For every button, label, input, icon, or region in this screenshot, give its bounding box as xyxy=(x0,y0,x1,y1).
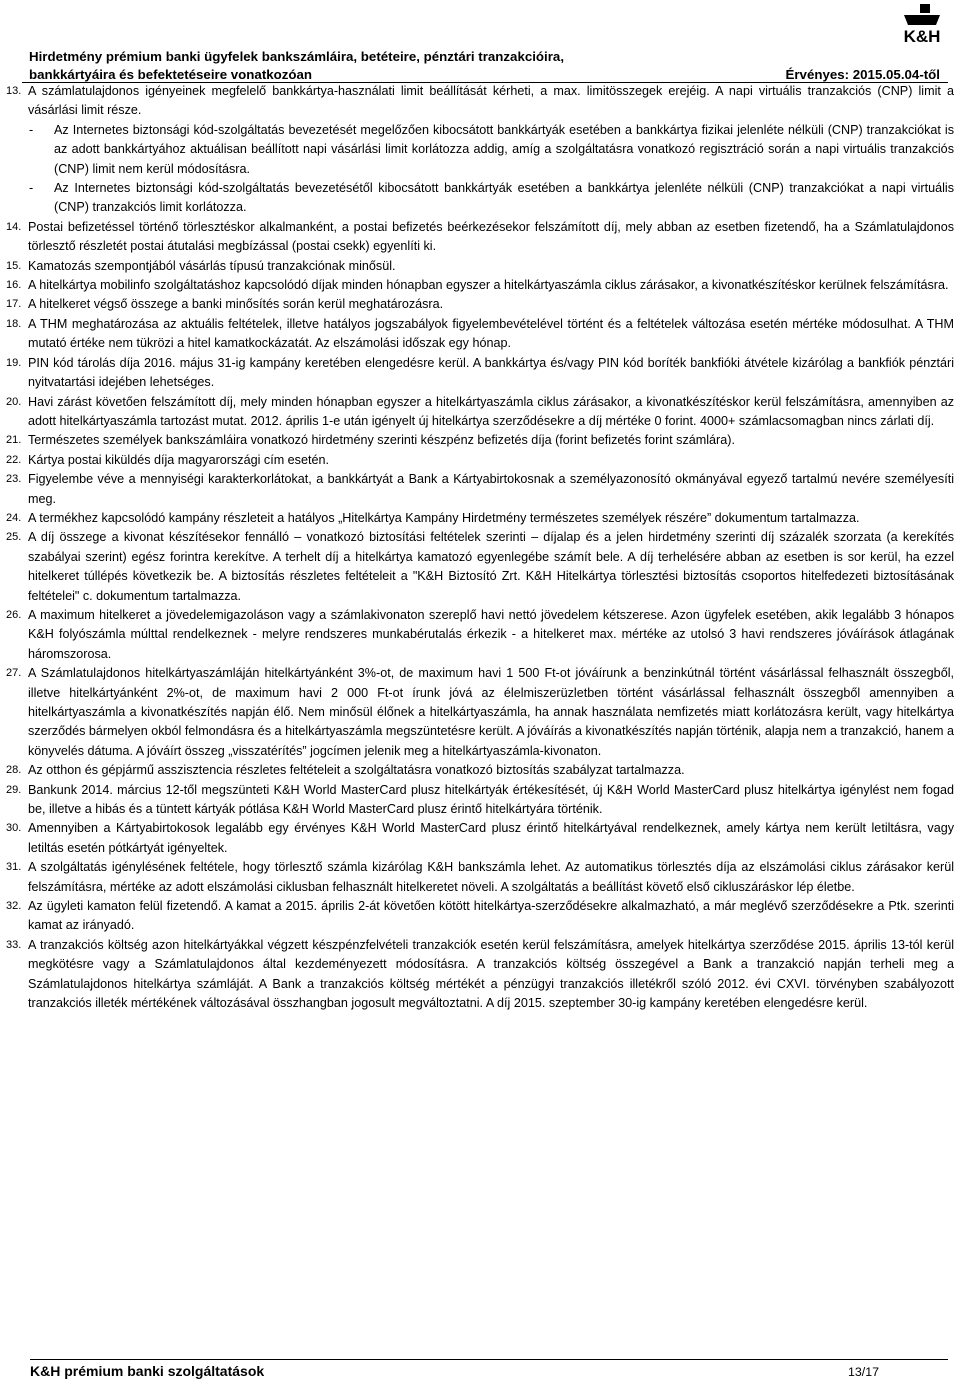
logo-text: K&H xyxy=(903,27,941,44)
footnote-text: A tranzakciós költség azon hitelkártyákkal végzett készpénzfelvételi tranzakciók esetén kerül felszámításra, amelyek hitelkártya szerződése 2015. április 13-tól kerül megkötésre vagy a Számlatulajdonos által kezdeményezett módosításra. A tranzakciós költség összegével a Bank a tranzakció napján terheli meg a Számlatulajdonos hitelkártya számláját. A Bank a tranzakciós költség mértékét a pénzügyi tranzakciós illetékről szóló 2012. évi CXVI. törvényben szabályozott tranzakciós illeték mértékének változásával összhangban jogosult megváltoztatni. A díj 2015. szeptember 30-ig kampány keretében elengedésre kerül. xyxy=(28,937,954,1011)
kh-logo-icon xyxy=(894,4,950,44)
validity-date: Érvényes: 2015.05.04-től xyxy=(785,67,940,82)
footnote-number: 16. xyxy=(6,279,22,292)
footnote-text: Az Internetes biztonsági kód-szolgáltatás bevezetésétől kibocsátott bankkártyák esetében a bankkártya jelenléte nélküli (CNP) tranzakciókat a napi virtuális (CNP) tranzakciós limit korlátozza. xyxy=(54,181,954,215)
document-title-line2: bankkártyáira és befektetéseire vonatkozóan xyxy=(29,67,313,82)
footnote-item xyxy=(6,897,954,936)
footnote-item xyxy=(6,257,954,276)
footnote-text: Az ügyleti kamaton felül fizetendő. A kamat a 2015. április 2-át követően kötött hitelkártya-szerződésekre alkalmazható, a már meglévő szerződésekre a Ptk. szerinti kamat az irányadó. xyxy=(28,899,954,933)
footnote-item xyxy=(6,470,954,509)
dash-bullet: - xyxy=(29,122,34,137)
footnote-text: Természetes személyek bankszámláira vonatkozó hirdetmény szerinti készpénz befizetés díja (forint befizetés forint számlára). xyxy=(28,433,735,448)
footnote-item xyxy=(6,606,954,664)
footnote-number: 13. xyxy=(6,85,22,97)
footnote-number: 17. xyxy=(6,298,22,311)
footnote-dash-item xyxy=(6,121,954,179)
footnote-text: Az otthon és gépjármű asszisztencia részletes feltételeit a szolgáltatásra vonatkozó biztosítás szabályzat tartalmazza. xyxy=(28,763,685,778)
footnote-number: 28. xyxy=(6,764,22,777)
footnote-text: A Számlatulajdonos hitelkártyaszámláján hitelkártyánként 3%-ot, de maximum havi 1 500 Ft-ot jóváírunk a benzinkútnál történt vásárlással felhasznált összegből, illetve hitelkártyánként 2%-ot, de maximum havi 2 000 Ft-ot írunk jóvá az élelmiszerüzletben történt vásárlással felhasznált összegből amennyiben a hitelkártyaszámla a kivonatkészítés napján élő. Nem minősül élőnek a hitelkártyaszámla, ha annak használata nemfizetés miatt korlátozásra került, vagy hitelkártya szerződés bármelyen okból felmondásra és a hitelkártyaszámla megszüntetésre került. A jóváírás a kivonatkészítés napján történik, alapja nem a tranzakció, hanem a könyvelés dátuma. A jóváírt összeg „visszatérítés” jogcímen jelenik meg a hitelkártyaszámla-kivonaton. xyxy=(28,666,954,758)
footnotes-list xyxy=(6,82,954,1014)
footnote-text: Az Internetes biztonsági kód-szolgáltatás bevezetését megelőzően kibocsátott bankkártyák esetében a bankkártya fizikai jelenléte nélküli (CNP) tranzakciókat is az adott bankkártyához aktuálisan beállított napi vásárlási limit korlátozza addig, amíg a szolgáltatásra vonatkozó regisztráció során a napi virtuális tranzakciós (CNP) limit nem kerül módosításra. xyxy=(54,122,954,176)
footnote-number: 30. xyxy=(6,822,22,835)
footnote-text: A számlatulajdonos igényeinek megfelelő bankkártya-használati limit beállítását kérheti, a max. limitösszegek erejéig. A napi virtuális tranzakciós (CNP) limit a vásárlási limit része. xyxy=(28,84,954,118)
footnote-number: 18. xyxy=(6,317,22,330)
footnote-item xyxy=(6,218,954,257)
document-title-line1: Hirdetmény prémium banki ügyfelek bankszámláira, betéteire, pénztári tranzakcióira, xyxy=(29,49,565,64)
footnote-number: 20. xyxy=(6,395,22,408)
footnote-number: 33. xyxy=(6,938,22,951)
footnote-text: Amennyiben a Kártyabirtokosok legalább egy érvényes K&H World MasterCard plusz érintő hitelkártyával rendelkeznek, amely kártya nem került letiltásra, vagy letiltás esetén pótkártyát igényeltek. xyxy=(28,821,954,855)
footnote-number: 19. xyxy=(6,356,22,369)
footnote-number: 14. xyxy=(6,220,22,233)
footnote-item xyxy=(6,761,954,780)
footnote-number: 24. xyxy=(6,511,22,524)
footer-divider xyxy=(30,1359,948,1360)
footnote-item xyxy=(6,354,954,393)
dash-bullet: - xyxy=(29,181,34,196)
footnote-text: Kártya postai kiküldés díja magyarországi cím esetén. xyxy=(28,452,329,467)
footnote-text: Postai befizetéssel történő törlesztéskor alkalmanként, a postai befizetés beérkezésekor felszámított díj, mely abban az esetben fizetendő, ha a Számlatulajdonos törlesztő részletét postai átutalási megbízással (postai csekk) egyenlíti ki. xyxy=(28,219,954,254)
footnote-item xyxy=(6,276,954,295)
footnote-item xyxy=(6,858,954,897)
footnote-number: 29. xyxy=(6,783,22,796)
footnote-text: A hitelkeret végső összege a banki minősítés során kerül meghatározásra. xyxy=(28,297,444,312)
footnote-item xyxy=(6,431,954,450)
footnote-item xyxy=(6,509,954,528)
footnote-number: 27. xyxy=(6,667,22,680)
footnote-item xyxy=(6,82,954,121)
footnote-item xyxy=(6,295,954,314)
footnote-text: A szolgáltatás igénylésének feltétele, hogy törlesztő számla kizárólag K&H bankszámla lehet. Az automatikus törlesztés díja az elszámolási ciklus zárásakor kerül felszámításra, mértéke az adott elszámolási ciklusban felhasznált hitelkeretet növeli. A szolgáltatás a beállítást követő első cikluszáráskor lép életbe. xyxy=(28,860,954,894)
footnote-text: A díj összege a kivonat készítésekor fennálló – vonatkozó biztosítási feltételek szerinti – díjalap és a jelen hirdetmény szerinti díj százalék szorzata (a kerekítés szabályai szerint) egész forintra kerekítve. A terhelt díj a hitelkártya kamatozó egyenlegébe számít bele. A díj terhelésére abban az esetben is sor kerül, ha ezzel hitelkeret túllépés következik be. A biztosítás részletes feltételeit a "K&H Biztosító Zrt. K&H Hitelkártya törlesztési biztosítás csoportos hitelfedezeti biztosításának feltételei" c. dokumentum tartalmazza. xyxy=(28,530,954,603)
footnote-item xyxy=(6,936,954,1014)
footnote-number: 23. xyxy=(6,473,22,486)
footnote-number: 22. xyxy=(6,453,22,466)
footnote-text: PIN kód tárolás díja 2016. május 31-ig kampány keretében elengedésre kerül. A bankkártya és/vagy PIN kód boríték bankfióki átvétele kizárólag a bankfiók pénztári nyitvatartási idejében lehetséges. xyxy=(28,355,954,390)
footnote-text: Havi zárást követően felszámított díj, mely minden hónapban egyszer a hitelkártyaszámla ciklus zárásakor, a kivonatkészítéskor kerül felszámításra, amennyiben az adott hitelkártyaszámla tartozást mutat. 2012. április 1-e után igényelt új hitelkártya szerződésekre a díj mértéke 0 forint. 4000+ számlacsomagban nincs zárlati díj. xyxy=(28,394,954,428)
footnote-item xyxy=(6,528,954,606)
footnote-number: 21. xyxy=(6,434,22,447)
footnote-number: 26. xyxy=(6,608,22,621)
footnote-text: A THM meghatározása az aktuális feltételek, illetve hatályos jogszabályok figyelembevételével történt és a feltételek változása esetén mértéke módosulhat. A THM mutató értéke nem tükrözi a hitel kamatkockázatát. Az elszámolási időszak egy hónap. xyxy=(28,316,954,351)
footnote-item xyxy=(6,781,954,820)
footnote-item xyxy=(6,664,954,761)
footnote-text: A termékhez kapcsolódó kampány részleteit a hatályos „Hitelkártya Kampány Hirdetmény természetes személyek részére” dokumentum tartalmazza. xyxy=(28,510,860,525)
footnote-number: 31. xyxy=(6,861,22,874)
footnote-text: A hitelkártya mobilinfo szolgáltatáshoz kapcsolódó díjak minden hónapban egyszer a hitelkártyaszámla ciklus zárásakor, a kivonatkészítéskor kerülnek felszámításra. xyxy=(28,278,949,293)
footnote-text: Bankunk 2014. március 12-től megszünteti K&H World MasterCard plusz hitelkártyák értékesítését, új K&H World MasterCard plusz hitelkártya igénylést nem fogad be, illetve a hibás és a tüntett kártyák pótlása K&H World MasterCard plusz érintő hitelkártyára történik. xyxy=(28,782,954,817)
footnote-text: A maximum hitelkeret a jövedelemigazoláson vagy a számlakivonaton szereplő havi nettó jövedelem kétszerese. Azon ügyfelek esetében, akik legalább 3 hónapos K&H folyószámla múlttal rendelkeznek - melyre rendszeres munkabérutalás érkezik - a hitelkeret max. mértéke az utolsó 3 havi rendszeres jóváírások átlagának háromszorosa. xyxy=(28,607,954,661)
page-number: 13/17 xyxy=(848,1365,880,1379)
footnote-item xyxy=(6,393,954,432)
footnote-text: Kamatozás szempontjából vásárlás típusú tranzakciónak minősül. xyxy=(28,258,396,273)
footer-title: K&H prémium banki szolgáltatások xyxy=(30,1363,265,1379)
footnote-dash-item xyxy=(6,179,954,218)
footnote-text: Figyelembe véve a mennyiségi karakterkorlátokat, a bankkártyát a Bank a Kártyabirtokosnak a személyazonosító okmányával egyező tartalmú nevére személyesíti meg. xyxy=(28,472,954,506)
footnote-item xyxy=(6,819,954,858)
footnote-item xyxy=(6,315,954,354)
footnote-number: 25. xyxy=(6,531,22,544)
footnote-number: 15. xyxy=(6,259,22,272)
footnote-number: 32. xyxy=(6,900,22,913)
footnote-item xyxy=(6,451,954,470)
